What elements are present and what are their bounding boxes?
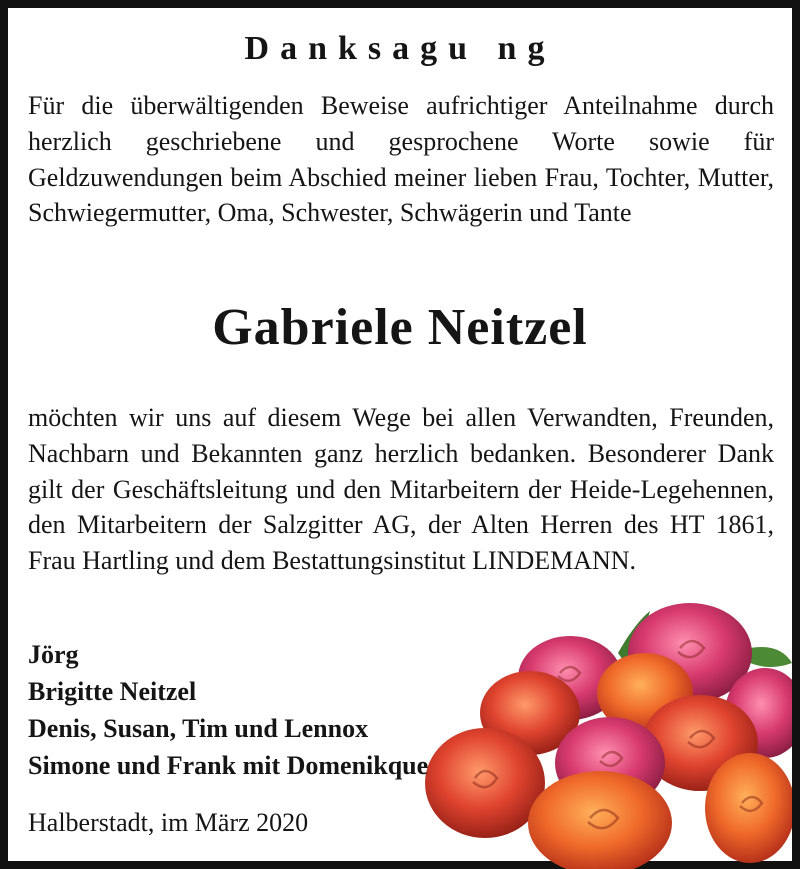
rose-shape	[705, 753, 792, 863]
signer-name: Simone und Frank mit Domenikque	[28, 751, 429, 780]
place-date: Halberstadt, im März 2020	[28, 808, 309, 837]
thanks-paragraph: möchten wir uns auf diesem Wege bei allen Verwandten, Freunden, Nachbarn und Bekannten ganz herzlich bedanken. Besonderer Dank gilt der Geschäftsleitung und den Mitarbeitern der Heide-Legehennen, den Mitarbeitern der Salzgitter AG, der Alten Herren des HT 1861, Frau Hartling und dem Bestattungsinstitut LINDEMANN.	[28, 403, 774, 576]
notice-title: Danksagu ng	[244, 30, 556, 67]
leaf-shape	[750, 647, 792, 667]
signer-name: Jörg	[28, 640, 79, 669]
intro-paragraph: Für die überwältigenden Beweise aufrichtiger Anteilnahme durch herzlich geschriebene und gesprochene Worte sowie für Geldzuwendungen beim Abschied meiner lieben Frau, Tochter, Mutter, Schwiegermutter, Oma, Schwester, Schwägerin und Tante	[28, 91, 774, 228]
deceased-name: Gabriele Neitzel	[212, 299, 588, 356]
rose-shape	[425, 728, 545, 838]
signers-list	[28, 636, 428, 784]
signer-name: Brigitte Neitzel	[28, 677, 197, 706]
roses-bouquet-image	[420, 593, 792, 869]
signer-name: Denis, Susan, Tim und Lennox	[28, 714, 369, 743]
